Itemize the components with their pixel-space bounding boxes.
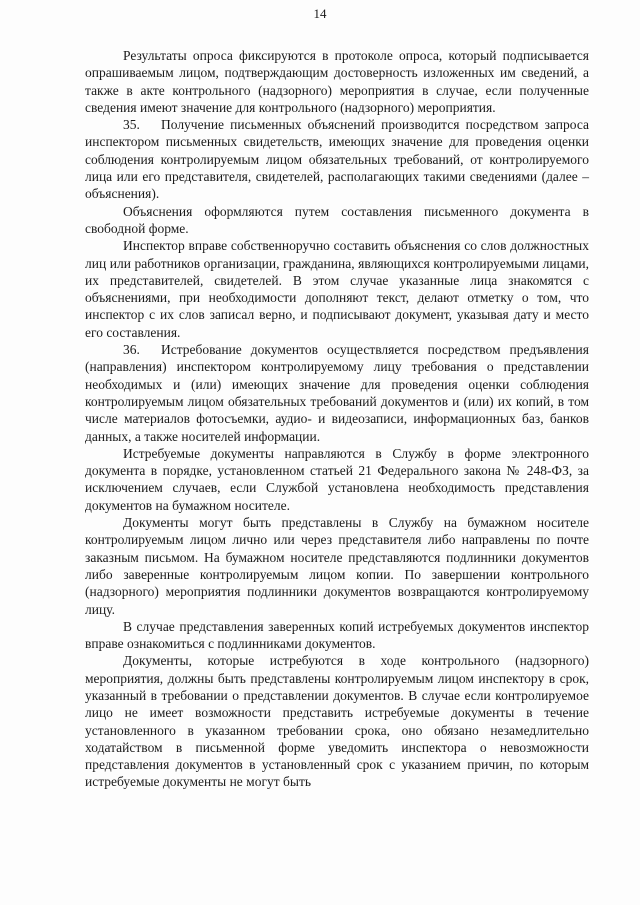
paragraph-4-text: Инспектор вправе собственноручно составить объяснения со слов должностных лиц или работников организации, гражданина, являющихся контролируемыми лицами, их представителей, свидетелей. В этом случае указанные лица знакомятся с объяснениями, при необходимости дополняют текст, делают отметку о том, что инспектор с их слов записал верно, и подписывают документ, указывая дату и место его составления. (85, 238, 589, 340)
paragraph-6-text: Истребуемые документы направляются в Службу в форме электронного документа в порядке, установленном статьей 21 Федерального закона № 248-ФЗ, за исключением случаев, если Службой установлена необходимость представления документов на бумажном носителе. (85, 445, 589, 513)
paragraph-5-text: Истребование документов осуществляется посредством предъявления (направления) инспектором контролируемому лицу требования о представлении необходимых и (или) имеющих значение для проведения оценки соблюдения контролируемым лицом обязательных требований документов и (или) их копий, в том числе материалов фотосъемки, аудио- и видеозаписи, информационных баз, банков данных, а также носителей информации. (85, 342, 589, 444)
page-number: 14 (313, 6, 327, 21)
paragraph-2 (85, 116, 589, 202)
paragraph-7-text: Документы могут быть представлены в Службу на бумажном носителе контролируемым лицом лично или через представителя либо направлены по почте заказным письмом. На бумажном носителе представляются подлинники документов либо заверенные контролируемым лицом копии. По завершении контрольного (надзорного) мероприятия подлинники документов возвращаются контролируемому лицу. (85, 515, 589, 617)
document-body (85, 47, 589, 791)
paragraph-3 (85, 203, 589, 238)
paragraph-9-text: Документы, которые истребуются в ходе контрольного (надзорного) мероприятия, должны быть представлены контролируемым лицом инспектору в срок, указанный в требовании о представлении документов. В случае если контролируемое лицо не имеет возможности представить истребуемые документы в течение установленного в указанном требовании срока, оно обязано незамедлительно ходатайством в письменной форме уведомить инспектора о невозможности представления документов в установленный срок с указанием причин, по которым истребуемые документы не могут быть (85, 653, 589, 790)
paragraph-9 (85, 652, 589, 790)
item-number-35: 35. (123, 117, 140, 133)
paragraph-6 (85, 445, 589, 514)
paragraph-2-text: Получение письменных объяснений производится посредством запроса инспектором письменных свидетельств, имеющих значение для проведения оценки соблюдения контролируемым лицом обязательных требований, от контролируемого лица или его представителя, свидетелей, располагающих такими сведениями (далее – объяснения). (85, 117, 589, 202)
paragraph-8-text: В случае представления заверенных копий истребуемых документов инспектор вправе ознакомиться с подлинниками документов. (85, 618, 589, 652)
paragraph-8 (85, 618, 589, 653)
paragraph-7 (85, 514, 589, 618)
paragraph-1 (85, 47, 589, 116)
item-number-36: 36. (123, 342, 140, 358)
paragraph-4 (85, 237, 589, 341)
paragraph-1-text: Результаты опроса фиксируются в протоколе опроса, который подписывается опрашиваемым лицом, подтверждающим достоверность изложенных им сведений, а также в акте контрольного (надзорного) мероприятия в случае, если полученные сведения имеют значение для контрольного (надзорного) мероприятия. (85, 48, 589, 115)
paragraph-5 (85, 341, 589, 445)
paragraph-3-text: Объяснения оформляются путем составления письменного документа в свободной форме. (85, 203, 589, 236)
